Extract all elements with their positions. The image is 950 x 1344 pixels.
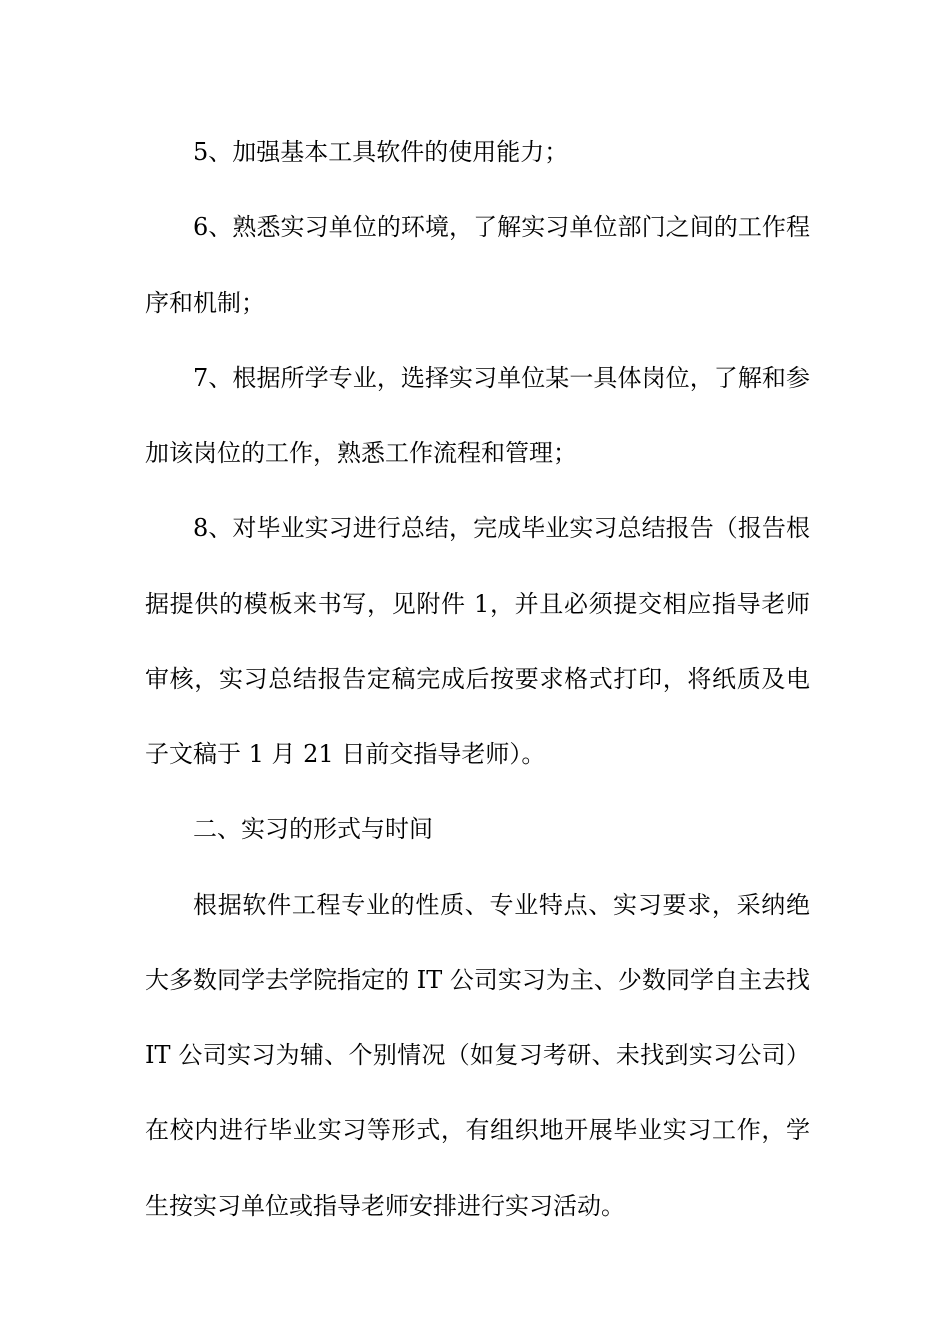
paragraph-item-8-line-1: 8、对毕业实习进行总结，完成毕业实习总结报告（报告根 (193, 514, 810, 542)
paragraph-item-7-line-2: 加该岗位的工作，熟悉工作流程和管理； (145, 439, 577, 467)
paragraph-item-6-line-1: 6、熟悉实习单位的环境，了解实习单位部门之间的工作程 (193, 213, 810, 241)
paragraph-item-8-line-3: 审核，实习总结报告定稿完成后按要求格式打印，将纸质及电 (145, 665, 810, 693)
paragraph-item-8-line-2: 据提供的模板来书写，见附件 1，并且必须提交相应指导老师 (145, 590, 810, 618)
paragraph-body-line-2: 大多数同学去学院指定的 IT 公司实习为主、少数同学自主去找 (145, 966, 810, 994)
paragraph-body-line-3: IT 公司实习为辅、个别情况（如复习考研、未找到实习公司） (145, 1041, 810, 1069)
paragraph-item-6-line-2: 序和机制； (145, 289, 265, 317)
paragraph-item-7-line-1: 7、根据所学专业，选择实习单位某一具体岗位，了解和参 (193, 364, 810, 392)
section-heading-2: 二、实习的形式与时间 (193, 815, 433, 843)
paragraph-item-8-line-4: 子文稿于 1 月 21 日前交指导老师）。 (145, 740, 546, 768)
paragraph-body-line-4: 在校内进行毕业实习等形式，有组织地开展毕业实习工作，学 (145, 1116, 810, 1144)
paragraph-item-5-line-1: 5、加强基本工具软件的使用能力； (193, 138, 569, 166)
paragraph-body-line-1: 根据软件工程专业的性质、专业特点、实习要求，采纳绝 (193, 891, 810, 919)
paragraph-body-line-5: 生按实习单位或指导老师安排进行实习活动。 (145, 1192, 625, 1220)
